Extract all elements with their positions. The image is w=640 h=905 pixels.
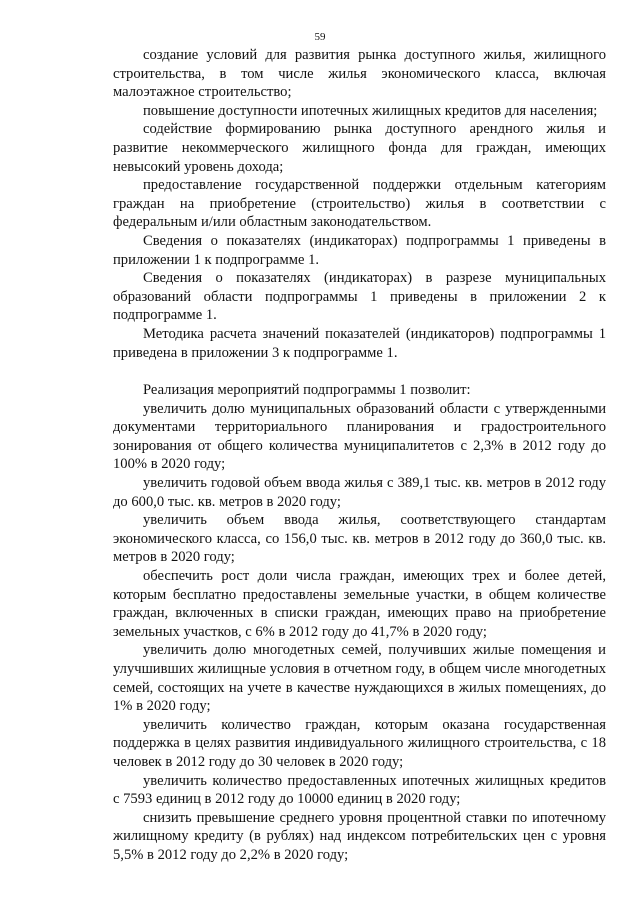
paragraph: Сведения о показателях (индикаторах) подпрограммы 1 приведены в приложении 1 к подпрограмме 1. [113, 232, 606, 268]
paragraph: предоставление государственной поддержки отдельным категориям граждан на приобретение (строительство) жилья в соответствии с федеральным и/или областным законодательством. [113, 177, 606, 231]
list-item: увеличить долю многодетных семей, получивших жилые помещения и улучшивших жилищные условия в отчетном году, в общем числе многодетных семей, состоящих на учете в качестве нуждающихся в жилых помещениях, до 1% в 2020 году; [113, 642, 606, 715]
list-item: увеличить долю муниципальных образований области с утвержденными документами территориального планирования и градостроительного зонирования от общего количества муниципалитетов с 2,3% в 2012 году до 100% в 2020 году; [113, 400, 606, 473]
paragraph: Сведения о показателях (индикаторах) в разрезе муниципальных образований области подпрограммы 1 приведены в приложении 2 к подпрограмме 1. [113, 270, 606, 324]
list-item: увеличить объем ввода жилья, соответствующего стандартам экономического класса, со 156,0 тыс. кв. метров в 2012 году до 360,0 тыс. кв. метров в 2020 году; [113, 512, 606, 566]
paragraph: создание условий для развития рынка доступного жилья, жилищного строительства, в том числе жилья экономического класса, включая малоэтажное строительство; [113, 47, 606, 101]
list-item: увеличить годовой объем ввода жилья с 389,1 тыс. кв. метров в 2012 году до 600,0 тыс. кв. метров в 2020 году; [113, 475, 606, 510]
paragraph-gap [113, 362, 606, 381]
paragraph: повышение доступности ипотечных жилищных кредитов для населения; [143, 102, 598, 119]
document-body [113, 46, 606, 865]
paragraph: содействие формированию рынка доступного арендного жилья и развитие некоммерческого жилищного фонда для граждан, имеющих невысокий уровень дохода; [113, 121, 606, 175]
paragraph: Методика расчета значений показателей (индикаторов) подпрограммы 1 приведена в приложении 3 к подпрограмме 1. [113, 325, 606, 361]
list-item: обеспечить рост доли числа граждан, имеющих трех и более детей, которым бесплатно предоставлены земельные участки, в общем количестве граждан, включенных в списки граждан, имеющих право на приобретение земельных участков, с 6% в 2012 году до 41,7% в 2020 году; [113, 568, 606, 640]
list-item: увеличить количество граждан, которым оказана государственная поддержка в целях развития индивидуального жилищного строительства, с 18 человек в 2012 году до 30 человек в 2020 году; [113, 716, 606, 770]
section-intro: Реализация мероприятий подпрограммы 1 позволит: [143, 382, 471, 399]
list-item: снизить превышение среднего уровня процентной ставки по ипотечному жилищному кредиту (в рублях) над индексом потребительских цен с уровня 5,5% в 2012 году до 2,2% в 2020 году; [113, 809, 606, 863]
page-number: 59 [314, 31, 326, 43]
list-item: увеличить количество предоставленных ипотечных жилищных кредитов с 7593 единиц в 2012 году до 10000 единиц в 2020 году; [113, 772, 606, 808]
